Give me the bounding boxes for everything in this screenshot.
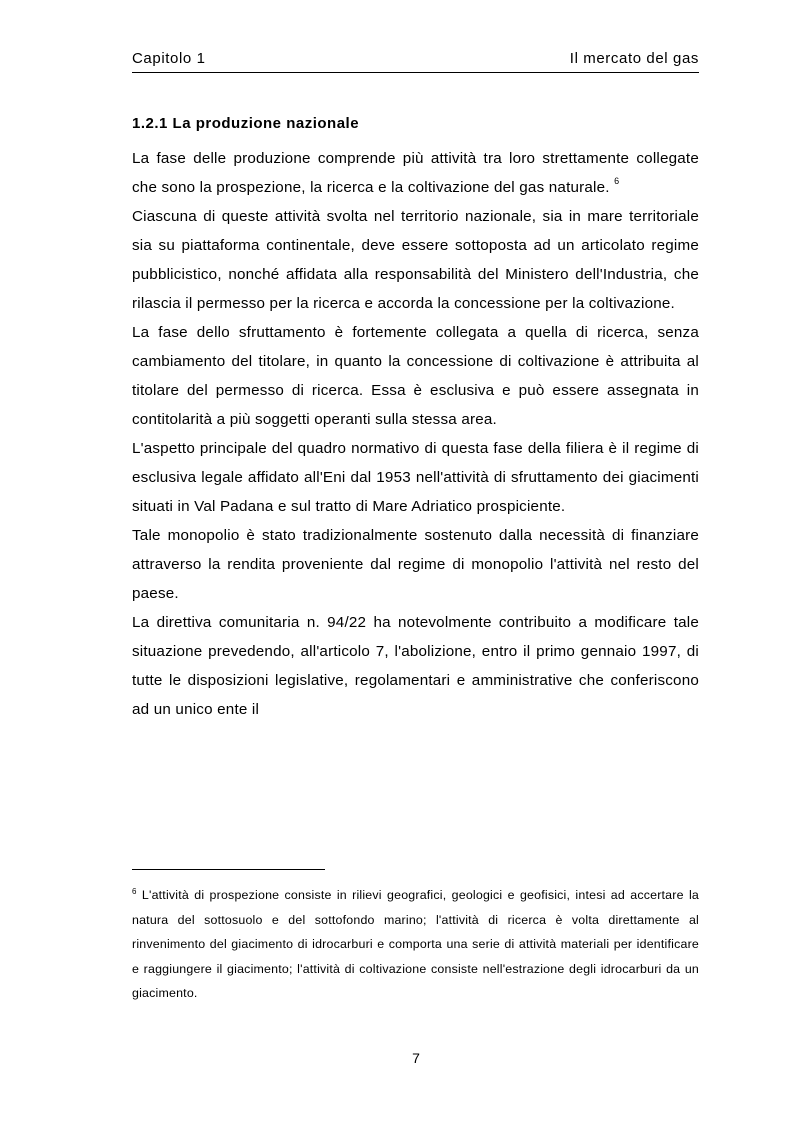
paragraph: La fase delle produzione comprende più attività tra loro strettamente collegate che sono la prospezione, la ricerca e la coltivazione del gas naturale. $^6$ (132, 150, 699, 196)
page-header (132, 48, 699, 73)
section-heading: 1.2.1 La produzione nazionale (132, 115, 360, 132)
footnote (132, 883, 699, 1006)
footnote-divider (132, 869, 325, 870)
paragraph: Ciascuna di queste attività svolta nel territorio nazionale, sia in mare territoriale sia su piattaforma continentale, deve essere sottoposta ad un articolato regime pubblicistico, nonché affidata alla responsabilità del Ministero dell'Industria, che rilascia il permesso per la ricerca e accorda la concessione per la coltivazione. (132, 208, 699, 312)
chapter-label: Capitolo 1 (132, 50, 206, 67)
footnote-number: 6 (132, 886, 137, 896)
page-number: 7 (412, 1050, 420, 1066)
paragraph: La fase dello sfruttamento è fortemente collegata a quella di ricerca, senza cambiamento del titolare, in quanto la concessione di coltivazione è attribuita al titolare del permesso di ricerca. Essa è esclusiva e può essere assegnata in contitolarità a più soggetti operanti sulla stessa area. (132, 324, 699, 428)
paragraph: Tale monopolio è stato tradizionalmente sostenuto dalla necessità di finanziare attraverso la rendita proveniente dal regime di monopolio l'attività nel resto del paese. (132, 527, 699, 602)
paragraph: L'aspetto principale del quadro normativo di questa fase della filiera è il regime di esclusiva legale affidato all'Eni dal 1953 nell'attività di sfruttamento dei giacimenti situati in Val Padana e sul tratto di Mare Adriatico prospiciente. (132, 440, 699, 515)
footnote-reference: 6 (614, 175, 620, 186)
body-text (132, 144, 699, 724)
paragraph: La direttiva comunitaria n. 94/22 ha notevolmente contribuito a modificare tale situazione prevedendo, all'articolo 7, l'abolizione, entro il primo gennaio 1997, di tutte le disposizioni legislative, regolamentari e amministrative che conferiscono ad un unico ente il (132, 614, 699, 718)
chapter-title: Il mercato del gas (569, 50, 699, 67)
footnote-text: L'attività di prospezione consiste in rilievi geografici, geologici e geofisici, intesi ad accertare la natura del sottosuolo e del sottofondo marino; l'attività di ricerca è volta direttamente al rinvenimento del giacimento di idrocarburi e comporta una serie di attività materiali per identificare e raggiungere il giacimento; l'attività di coltivazione consiste nell'estrazione degli idrocarburi da un giacimento. (132, 888, 699, 1000)
